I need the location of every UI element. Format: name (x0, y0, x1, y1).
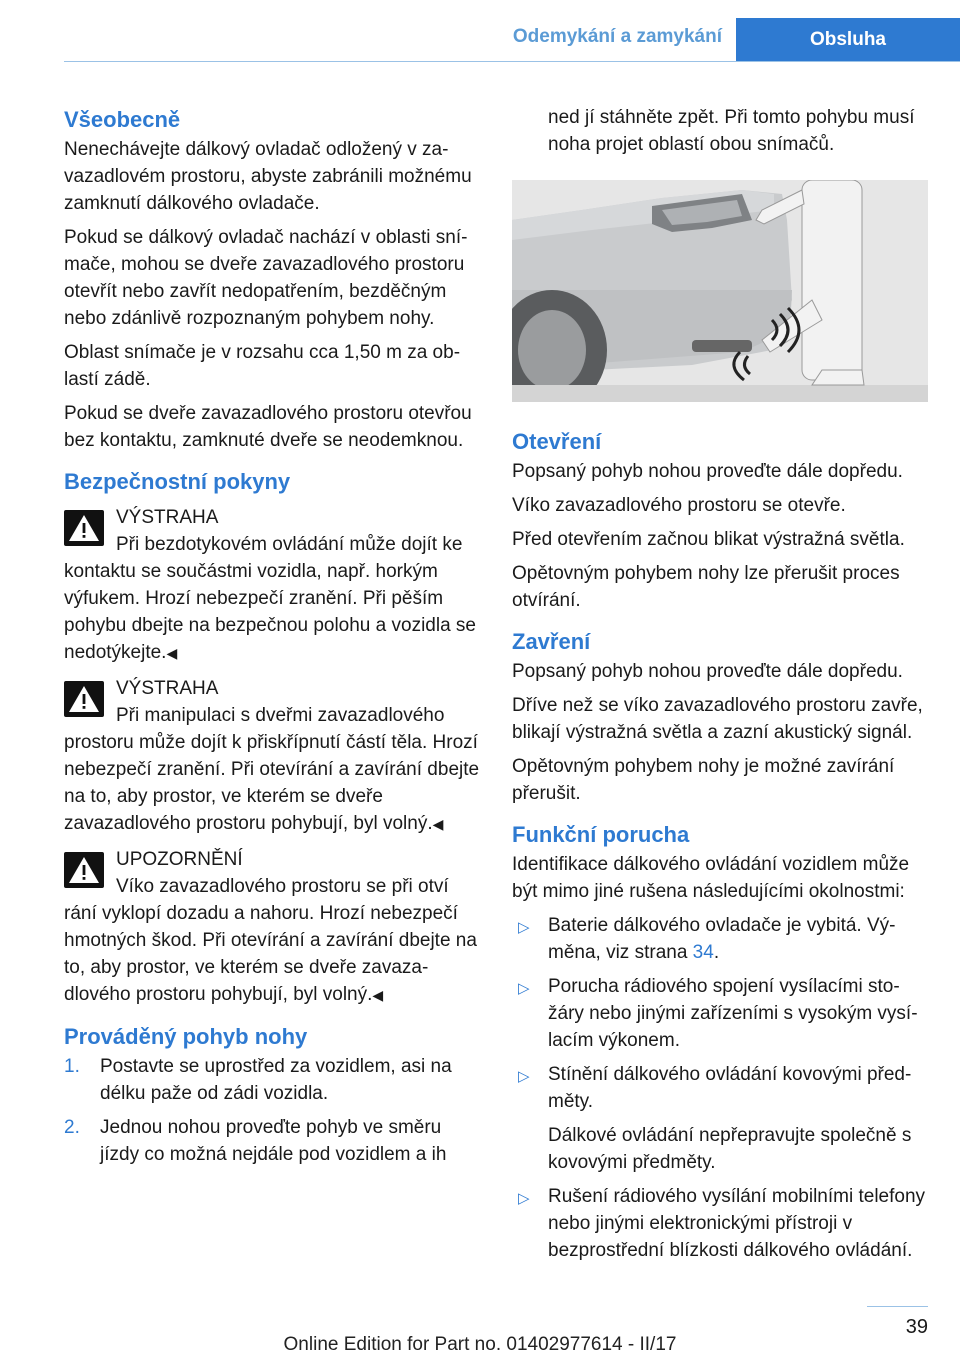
list-item: 1. Postavte se uprostřed za vozidlem, asi na délku paže od zádi vozidla. (64, 1053, 480, 1107)
notice-text-first: Víko zavazadlového prostoru se při otví (116, 876, 449, 897)
step-number: 2. (64, 1117, 80, 1138)
header-chapter-tab[interactable]: Obsluha (736, 18, 960, 62)
triangle-bullet-icon: ▷ (518, 919, 530, 936)
heading-general: Všeobecně (64, 107, 181, 132)
fault-list (512, 912, 928, 1264)
warning-title: VÝSTRAHA (116, 507, 219, 528)
paragraph: Před otevřením začnou blikat výstražná světla. (512, 529, 905, 550)
steps-list (64, 1053, 480, 1168)
warning-block (64, 504, 480, 667)
warning-triangle-icon (64, 510, 104, 546)
paragraph: Oblast snímače je v rozsahu cca 1,50 m za oblastí zádě. (64, 342, 461, 390)
list-item: ▷ Porucha rádiového spojení vysílacími stožáry nebo jinými zařízeními s vysokým vysílacím výkonem. (518, 976, 918, 1051)
paragraph: Popsaný pohyb nohou proveďte dále dopředu. (512, 661, 903, 682)
left-column (64, 98, 480, 1175)
paragraph: Víko zavazadlového prostoru se otevře. (512, 495, 846, 516)
list-item-note: Dálkové ovládání nepřepravujte společně s kovovými předměty. (548, 1125, 912, 1173)
notice-title: UPOZORNĚNÍ (116, 849, 243, 870)
triangle-bullet-icon: ▷ (518, 1068, 530, 1085)
warning-text-rest: kontaktu se součástmi vozidla, např. horkým výfukem. Hrozí nebezpečí zranění. Při pěším pohybu dbejte na bezpečnou polohu a vozidla se nedotýkejte.◀ (64, 561, 476, 663)
triangle-bullet-icon: ▷ (518, 980, 530, 997)
heading-close: Zavření (512, 629, 591, 654)
warning-triangle-icon (64, 852, 104, 888)
page-header (0, 0, 960, 62)
list-item: ▷ Rušení rádiového vysílání mobilními telefony nebo jinými elektronickými přístroji v bezprostřední blízkosti dálkového ovládání. (518, 1186, 926, 1261)
kick-sensor-illustration (512, 180, 928, 402)
list-item: ▷ Stínění dálkového ovládání kovovými předměty. Dálkové ovládání nepřepravujte společně s kovovými předměty. (512, 1061, 928, 1176)
warning-title: VÝSTRAHA (116, 678, 219, 699)
step-number: 1. (64, 1056, 80, 1077)
right-column (512, 104, 928, 1271)
header-rule (64, 61, 960, 62)
heading-fault: Funkční porucha (512, 822, 690, 847)
heading-foot-motion: Prováděný pohyb nohy (64, 1024, 308, 1049)
heading-open: Otevření (512, 429, 602, 454)
paragraph: Opětovným pohybem nohy lze přerušit proces otvírání. (512, 563, 900, 611)
paragraph: Dříve než se víko zavazadlového prostoru zavře, blikají výstražná světla a zazní akustický signál. (512, 695, 923, 743)
warning-block (64, 675, 480, 838)
triangle-bullet-icon: ▷ (518, 1190, 530, 1207)
notice-block (64, 846, 480, 1009)
paragraph: Pokud se dveře zavazadlového prostoru otevřou bez kontaktu, zamknuté dveře se neodemknou. (64, 403, 472, 451)
paragraph: Popsaný pohyb nohou proveďte dále dopředu. (512, 461, 903, 482)
heading-safety: Bezpečnostní pokyny (64, 469, 291, 494)
warning-text-rest: prostoru může dojít k přiskřípnutí částí těla. Hrozí nebezpečí zranění. Při otevírání a zavírání dbejte na to, aby prostor, ve kterém se dveře zavazadlového prostoru pohybují, byl volný.◀ (64, 732, 480, 834)
notice-text-rest: rání vyklopí dozadu a nahoru. Hrozí nebezpečí hmotných škod. Při otevírání a zavírání dbejte na to, aby prostor, ve kterém se dveře zavazadlového prostoru pohybují, byl volný.◀ (64, 903, 477, 1005)
warning-triangle-icon (64, 681, 104, 717)
list-item: ▷ Baterie dálkového ovladače je vybitá. Výměna, viz strana 34. (518, 915, 896, 963)
paragraph: Pokud se dálkový ovladač nachází v oblasti snímače, mohou se dveře zavazadlového prostoru otevřít nebo zavřít nedopatřením, bezděčným nebo zdánlivě rozpoznaným pohybem nohy. (64, 227, 468, 329)
end-mark-icon: ◀ (166, 645, 178, 661)
end-mark-icon: ◀ (372, 987, 384, 1003)
header-section-title: Odemykání a zamykání (512, 26, 722, 47)
footer-edition: Online Edition for Part no. 01402977614 - II/17 (283, 1334, 677, 1355)
paragraph: Opětovným pohybem nohy je možné zavírání přerušit. (512, 756, 895, 804)
footer-rule (867, 1306, 928, 1307)
page-number: 39 (905, 1316, 928, 1338)
paragraph: Identifikace dálkového ovládání vozidlem může být mimo jiné rušena následujícími okolnostmi: (512, 854, 910, 902)
warning-text-first: Při manipulaci s dveřmi zavazadlového (116, 705, 445, 726)
step-continuation: ned jí stáhněte zpět. Při tomto pohybu musí noha projet oblastí obou snímačů. (548, 107, 915, 155)
page-link[interactable]: 34 (692, 942, 714, 963)
end-mark-icon: ◀ (432, 816, 444, 832)
list-item: 2. Jednou nohou proveďte pohyb ve směru jízdy co možná nejdále pod vozidlem a ih (64, 1114, 480, 1168)
paragraph: Nenechávejte dálkový ovladač odložený v zavazadlovém prostoru, abyste zabránili možnému zamknutí dálkového ovladače. (64, 139, 472, 214)
warning-text-first: Při bezdotykovém ovládání může dojít ke (116, 534, 463, 555)
